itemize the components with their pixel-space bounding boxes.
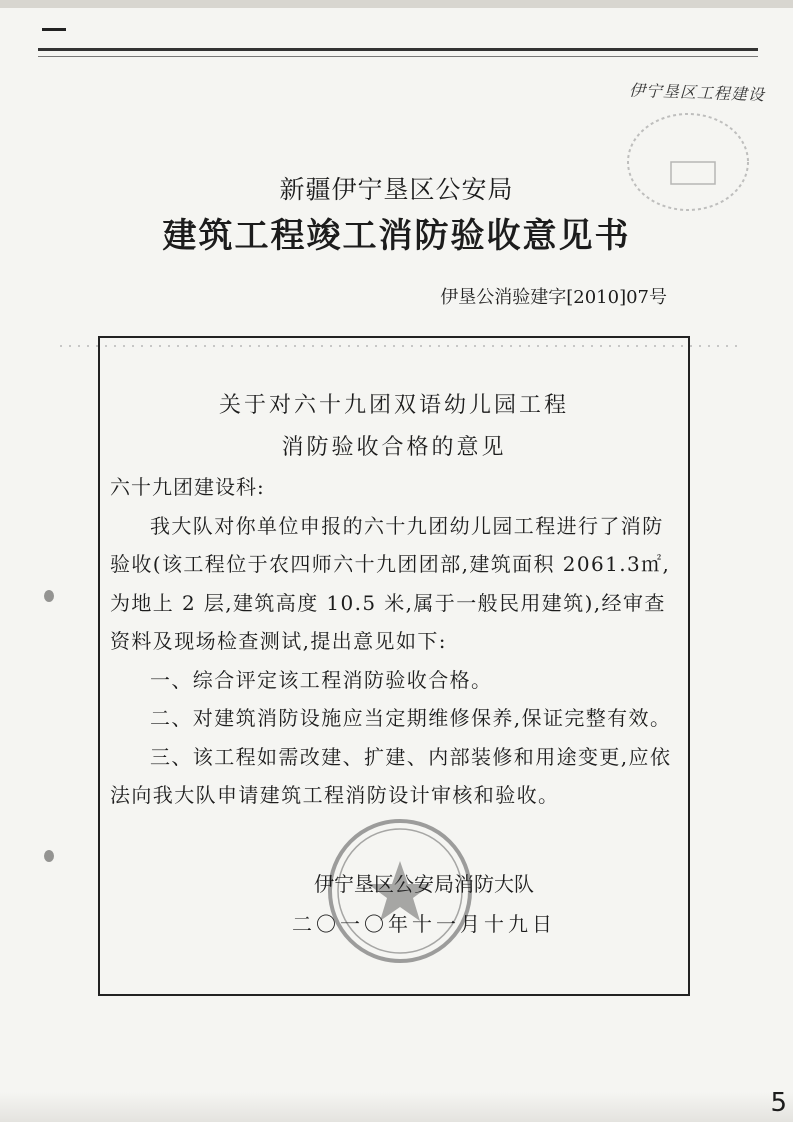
scan-edge-bottom [0, 1092, 793, 1122]
signature-date: 二〇一〇年十一月十九日 [292, 912, 556, 936]
opinion-body [110, 468, 676, 815]
paragraph-item-1: 一、综合评定该工程消防验收合格。 [150, 667, 493, 692]
opinion-title-line1: 关于对六十九团双语幼儿园工程 [218, 393, 569, 418]
scan-mark [42, 28, 66, 31]
corner-handwritten-note: 伊宁垦区工程建设 [628, 80, 766, 105]
opinion-box [98, 336, 690, 996]
paragraph-item-3: 三、该工程如需改建、扩建、内部装修和用途变更,应依法向我大队申请建筑工程消防设计审核和验收。 [110, 744, 672, 807]
paragraph-intro: 我大队对你单位申报的六十九团幼儿园工程进行了消防验收(该工程位于农四师六十九团团部,建筑面积 2061.3㎡,为地上 2 层,建筑高度 10.5 米,属于一般民用建筑),经审查资料及现场检查测试,提出意见如下: [110, 513, 671, 653]
punch-hole [44, 850, 54, 862]
document-number: 伊垦公消验建字[2010]07号 [440, 287, 667, 308]
document-title: 建筑工程竣工消防验收意见书 [162, 216, 631, 256]
header-rule-thick [38, 48, 758, 51]
paragraph-item-2: 二、对建筑消防设施应当定期维修保养,保证完整有效。 [150, 706, 672, 730]
opinion-title-line2: 消防验收合格的意见 [281, 435, 507, 460]
scan-edge-top [0, 0, 793, 8]
addressee: 六十九团建设科: [110, 475, 265, 499]
page-number: 5 [770, 1088, 787, 1118]
header-rule-thin [38, 56, 758, 57]
punch-hole [44, 590, 54, 602]
issuer-name: 新疆伊宁垦区公安局 [279, 175, 514, 204]
signature-unit: 伊宁垦区公安局消防大队 [314, 872, 534, 896]
